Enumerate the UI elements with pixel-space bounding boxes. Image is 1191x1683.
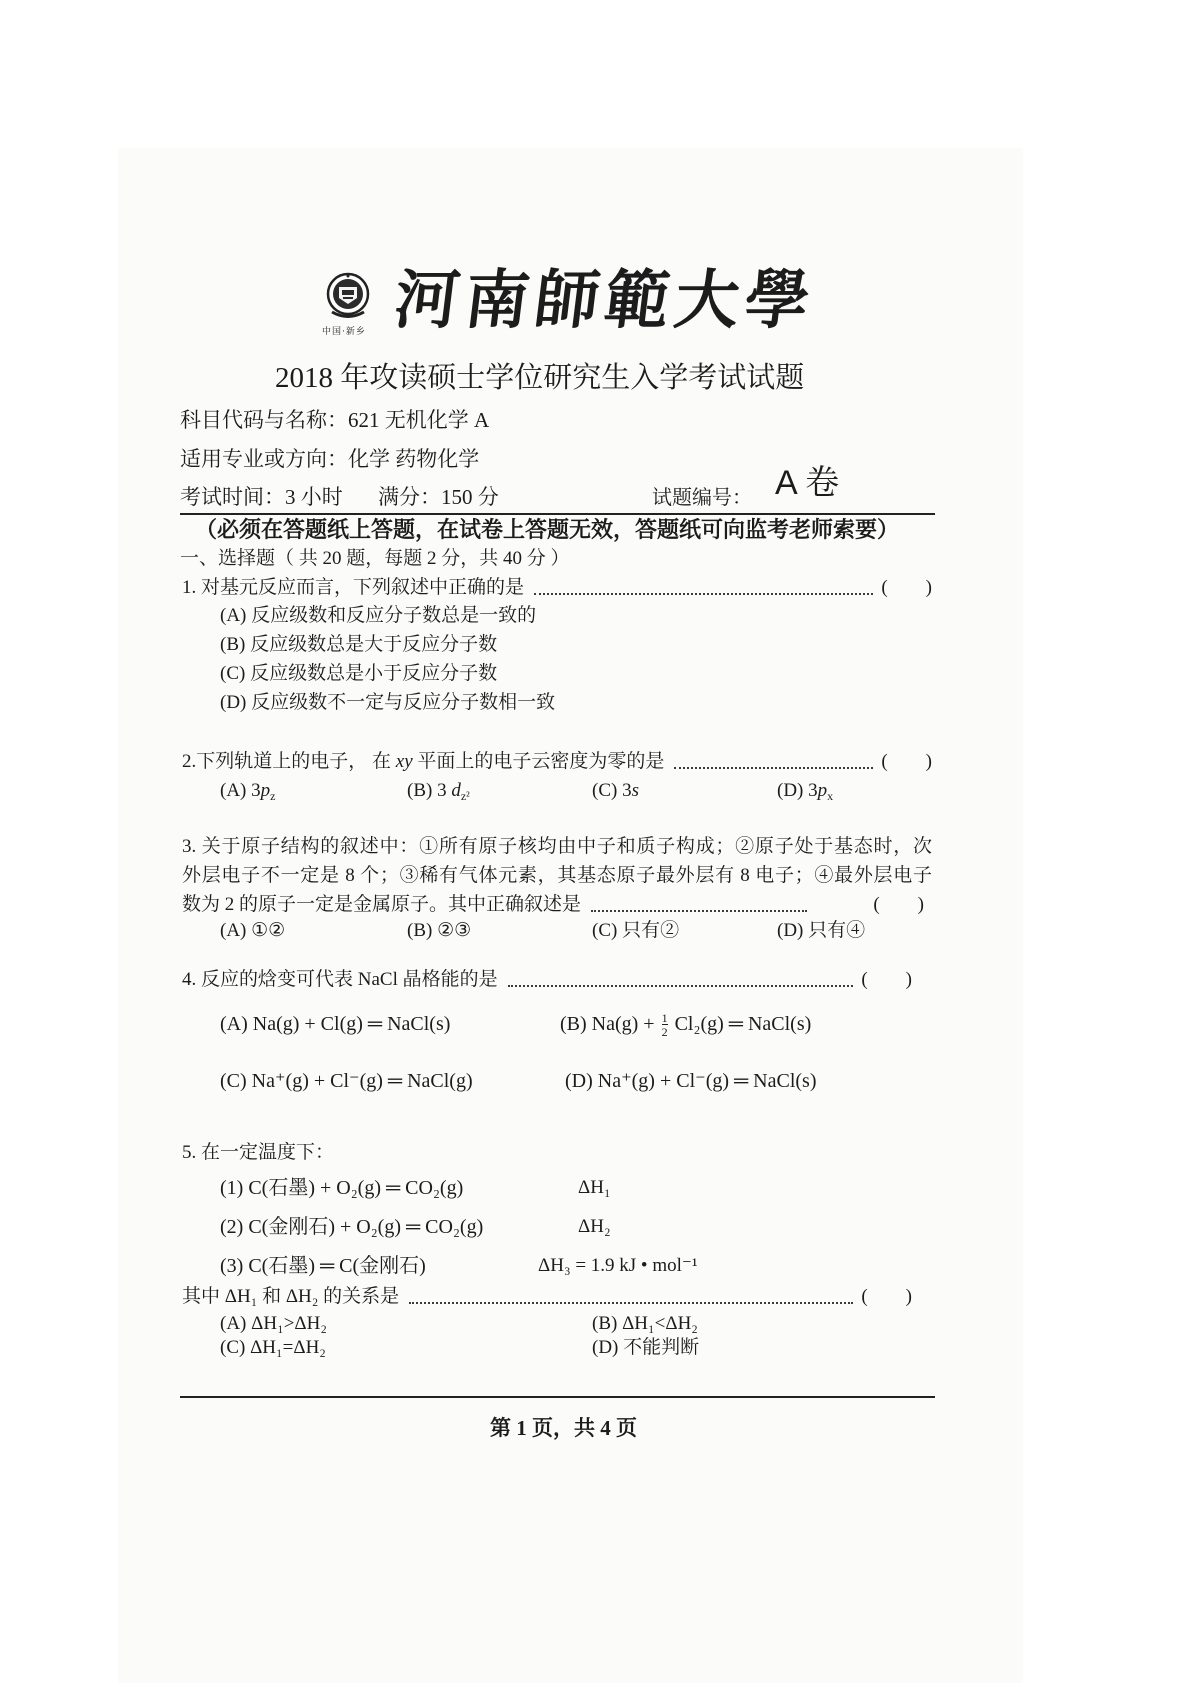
q1-option-a: (A) 反应级数和反应分子数总是一致的 — [220, 605, 537, 626]
page-number: 第 1 页，共 4 页 — [490, 1416, 637, 1440]
q3-line-3-row — [182, 893, 924, 917]
q5-reaction-1: (1) C(石墨) + O₂(g) ═ CO₂(g) — [220, 1177, 464, 1199]
paper-number: A 卷 — [775, 464, 840, 502]
answer-blank: ( ) — [861, 969, 912, 990]
q1-option-b: (B) 反应级数总是大于反应分子数 — [220, 634, 498, 655]
orbital: p — [260, 780, 271, 801]
q3-option-a: (A) ①② — [220, 920, 286, 941]
answer-blank: ( ) — [881, 751, 932, 772]
option-label: (D) 3 — [777, 780, 818, 801]
q3-line-3: 数为 2 的原子一定是金属原子。其中正确叙述是 — [182, 894, 582, 915]
q5-enthalpy-3: ΔH₃ = 1.9 kJ • mol⁻¹ — [538, 1255, 698, 1276]
dotted-leader — [508, 985, 854, 987]
option-b-pre: (B) Na(g) + — [560, 1013, 660, 1035]
major-line: 适用专业或方向：化学 药物化学 — [180, 447, 480, 471]
paper-number-label: 试题编号： — [652, 487, 752, 509]
q2-stem — [182, 750, 664, 774]
q5-enthalpy-2: ΔH₂ — [578, 1216, 611, 1237]
q4-option-c: (C) Na⁺(g) + Cl⁻(g) ═ NaCl(g) — [220, 1070, 473, 1092]
subject-line: 科目代码与名称：621 无机化学 A — [180, 408, 490, 432]
q2-stem-pre: 2.下列轨道上的电子， 在 — [182, 751, 396, 772]
footer-divider — [180, 1396, 935, 1398]
orbital-subscript: z — [270, 789, 276, 803]
q2-option-a — [220, 779, 275, 808]
q3-option-d: (D) 只有④ — [777, 920, 866, 941]
q2-stem-variable: xy — [395, 751, 413, 772]
q5-question: 其中 ΔH₁ 和 ΔH₂ 的关系是 — [182, 1286, 400, 1307]
university-seal-icon — [326, 272, 370, 324]
q3-line-2: 外层电子不一定是 8 个；③稀有气体元素，其基态原子最外层有 8 电子；④最外层电子 — [182, 865, 932, 886]
full-score: 满分：150 分 — [378, 485, 499, 509]
exam-time: 考试时间：3 小时 — [180, 485, 343, 509]
q5-reaction-3: (3) C(石墨) ═ C(金刚石) — [220, 1255, 426, 1277]
option-b-post: Cl₂(g) ═ NaCl(s) — [669, 1013, 812, 1035]
q3-option-c: (C) 只有② — [592, 920, 680, 941]
orbital-subscript: x — [827, 789, 834, 803]
q2-stem-post: 平面上的电子云密度为零的是 — [412, 751, 665, 772]
q1-option-d: (D) 反应级数不一定与反应分子数相一致 — [220, 692, 556, 713]
q2-option-c — [592, 779, 639, 803]
answer-blank: ( ) — [873, 894, 924, 915]
dotted-leader — [591, 910, 807, 912]
answer-blank: ( ) — [861, 1286, 912, 1307]
orbital: s — [631, 780, 639, 801]
q5-question-row — [182, 1285, 912, 1309]
dotted-leader — [409, 1302, 853, 1304]
q1-stem-row — [182, 576, 932, 600]
q4-option-d: (D) Na⁺(g) + Cl⁻(g) ═ NaCl(s) — [565, 1070, 817, 1092]
option-label: (A) 3 — [220, 780, 261, 801]
q5-enthalpy-1: ΔH₁ — [578, 1177, 611, 1198]
university-name-logo: 河南師範大學 — [390, 265, 820, 336]
q4-option-b — [560, 1012, 811, 1038]
answer-blank: ( ) — [881, 577, 932, 598]
q5-stem: 5. 在一定温度下： — [182, 1142, 335, 1163]
orbital: d — [451, 780, 461, 801]
q1-stem: 1. 对基元反应而言，下列叙述中正确的是 — [182, 577, 525, 598]
section-title: 一、选择题（ 共 20 题，每题 2 分，共 40 分 ） — [180, 548, 570, 569]
q4-stem: 4. 反应的焓变可代表 NaCl 晶格能的是 — [182, 969, 498, 990]
exam-title: 2018 年攻读硕士学位研究生入学考试试题 — [275, 362, 805, 394]
dotted-leader — [534, 593, 873, 595]
fraction-numerator: 1 — [661, 1011, 668, 1026]
q2-option-b — [407, 779, 470, 808]
orbital-subscript: z² — [460, 789, 470, 803]
q5-option-c: (C) ΔH₁=ΔH₂ — [220, 1337, 326, 1358]
q5-option-d: (D) 不能判断 — [592, 1337, 700, 1358]
q5-option-b: (B) ΔH₁<ΔH₂ — [592, 1313, 698, 1334]
seal-caption: 中国·新乡 — [322, 327, 366, 337]
header-divider — [180, 513, 935, 515]
dotted-leader — [674, 767, 873, 769]
q5-reaction-2: (2) C(金刚石) + O₂(g) ═ CO₂(g) — [220, 1216, 484, 1238]
fraction-one-half — [662, 1012, 668, 1038]
q3-line-1: 3. 关于原子结构的叙述中：①所有原子核均由中子和质子构成；②原子处于基态时，次 — [182, 836, 932, 857]
option-label: (B) 3 — [407, 780, 452, 801]
q5-option-a: (A) ΔH₁>ΔH₂ — [220, 1313, 327, 1334]
q2-stem-row — [182, 750, 932, 774]
q4-option-a: (A) Na(g) + Cl(g) ═ NaCl(s) — [220, 1013, 451, 1035]
q2-option-d — [777, 779, 833, 808]
q4-stem-row — [182, 968, 912, 992]
orbital: p — [817, 780, 828, 801]
q1-option-c: (C) 反应级数总是小于反应分子数 — [220, 663, 498, 684]
option-label: (C) 3 — [592, 780, 632, 801]
fraction-denominator: 2 — [661, 1025, 668, 1040]
q3-option-b: (B) ②③ — [407, 920, 472, 941]
answer-notice: （必须在答题纸上答题，在试卷上答题无效，答题纸可向监考老师索要） — [195, 517, 900, 542]
